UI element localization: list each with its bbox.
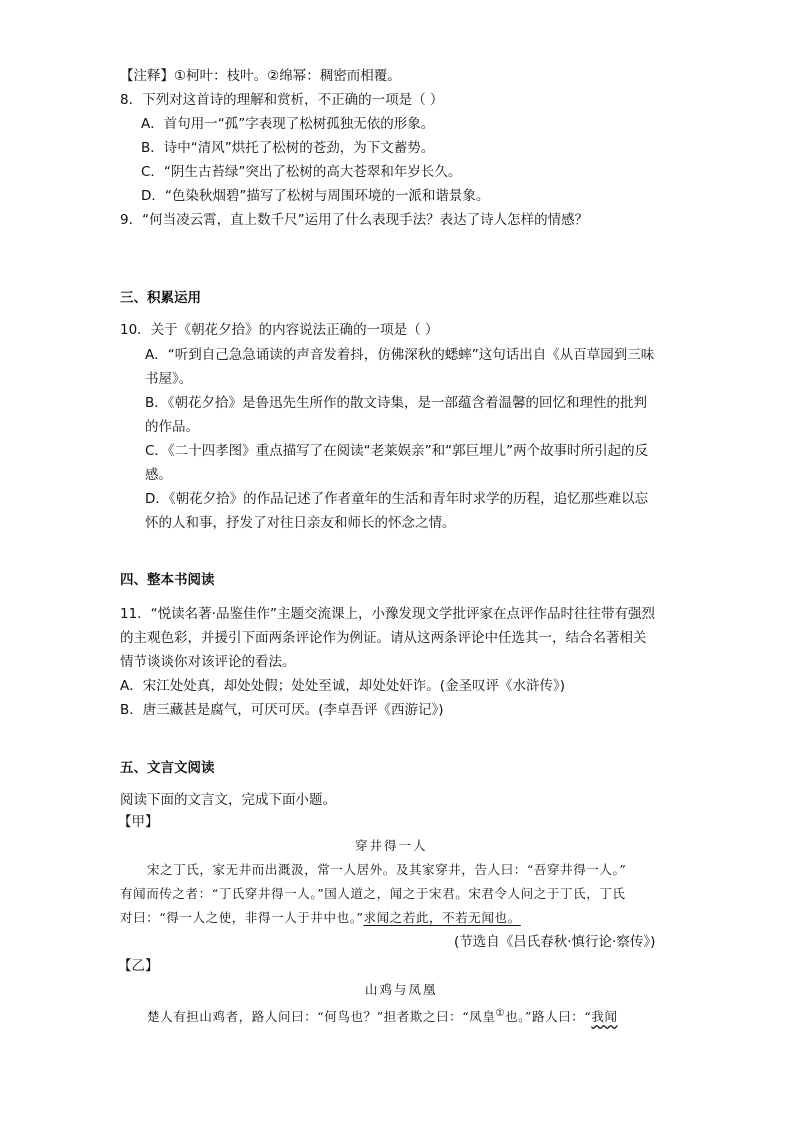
passage-yi-line-1-cont: 也。”路人曰：“ <box>505 1009 592 1025</box>
passage-jia-label: 【甲】 <box>118 814 159 830</box>
question-8-stem: 8．下列对这首诗的理解和赏析，不正确的一项是（ ） <box>120 92 444 108</box>
question-8-option-a: A．首句用一“孤”字表现了松树孤独无依的形象。 <box>141 116 435 132</box>
passage-jia-title: 穿井得一人 <box>355 838 428 853</box>
passage-jia-underlined-sentence: 求闻之若此，不若无闻也。 <box>363 910 521 925</box>
question-8-option-d: D．“色染秋烟碧”描写了松树与周围环境的一派和谐景象。 <box>141 188 490 204</box>
section-5-heading: 五、文言文阅读 <box>120 760 215 776</box>
question-10-option-a: A．“听到自己急急诵读的声音发着抖，仿佛深秋的蟋蟀”这句话出自《从百草园到三味 <box>145 347 655 363</box>
question-10-option-c-cont: 感。 <box>145 467 172 483</box>
passage-yi-line-1-text: 楚人有担山鸡者，路人问曰：“何鸟也？”担者欺之曰：“凤皇 <box>147 1009 496 1025</box>
reading-intro: 阅读下面的文言文，完成下面小题。 <box>120 792 336 808</box>
passage-yi-wavy-text: 我闻 <box>591 1009 618 1025</box>
passage-yi-title: 山鸡与凤凰 <box>365 982 438 997</box>
passage-jia-line-3-text: 对曰：“得一人之使，非得一人于井中也。” <box>120 910 364 925</box>
passage-jia-line-3 <box>120 908 521 928</box>
poem-notes: 【注释】①柯叶：枝叶。②绵幂：稠密而相覆。 <box>120 68 401 84</box>
passage-jia-source: (节选自《吕氏春秋·慎行论·察传》) <box>454 934 656 950</box>
question-10-option-c: C．《二十四孝图》重点描写了在阅读“老莱娱亲”和“郭巨埋儿”两个故事时所引起的反 <box>145 443 649 459</box>
question-10-option-d: D．《朝花夕拾》的作品记述了作者童年的生活和青年时求学的历程，追忆那些难以忘 <box>145 491 649 507</box>
passage-jia-line-1: 宋之丁氏，家无井而出溉汲，常一人居外。及其家穿井，告人曰：“吾穿井得一人。” <box>147 862 627 877</box>
question-11-line-2: 的主观色彩，并援引下面两条评论作为例证。请从这两条评论中任选其一，结合名著相关 <box>120 630 647 646</box>
question-10-option-d-cont: 怀的人和事，抒发了对往日亲友和师长的怀念之情。 <box>145 515 456 531</box>
section-4-heading: 四、整本书阅读 <box>120 572 215 588</box>
question-9: 9．“何当凌云霄，直上数千尺”运用了什么表现手法？表达了诗人怎样的情感？ <box>120 212 589 228</box>
question-10-option-b: B．《朝花夕拾》是鲁迅先生所作的散文诗集，是一部蕴含着温馨的回忆和理性的批判 <box>145 395 648 411</box>
question-10-option-b-cont: 的作品。 <box>145 419 199 435</box>
question-11-option-b: B．唐三藏甚是腐气，可厌可厌。(李卓吾评《西游记》) <box>120 702 444 718</box>
passage-jia-line-2: 有闻而传之者：“丁氏穿井得一人。”国人道之，闻之于宋君。宋君令人问之于丁氏，丁氏 <box>120 886 626 901</box>
footnote-marker: ① <box>495 1008 506 1019</box>
passage-yi-label: 【乙】 <box>118 958 159 974</box>
question-11-line-3: 情节谈谈你对该评论的看法。 <box>120 654 296 670</box>
passage-yi-line-1 <box>147 1004 618 1027</box>
question-10-option-a-cont: 书屋》。 <box>145 371 193 387</box>
question-11-line-1: 11．“悦读名著·品鉴佳作”主题交流课上，小豫发现文学批评家在点评作品时往往带有强烈 <box>120 606 655 622</box>
question-10-stem: 10．关于《朝花夕拾》的内容说法正确的一项是（ ） <box>120 322 439 338</box>
question-8-option-b: B．诗中“清风”烘托了松树的苍劲，为下文蓄势。 <box>141 140 435 156</box>
section-3-heading: 三、积累运用 <box>120 290 201 306</box>
question-11-option-a: A．宋江处处真，却处处假；处处至诚，却处处奸诈。(金圣叹评《水浒传》) <box>120 678 566 694</box>
question-8-option-c: C．“阴生古苔绿”突出了松树的高大苍翠和年岁长久。 <box>141 164 462 180</box>
